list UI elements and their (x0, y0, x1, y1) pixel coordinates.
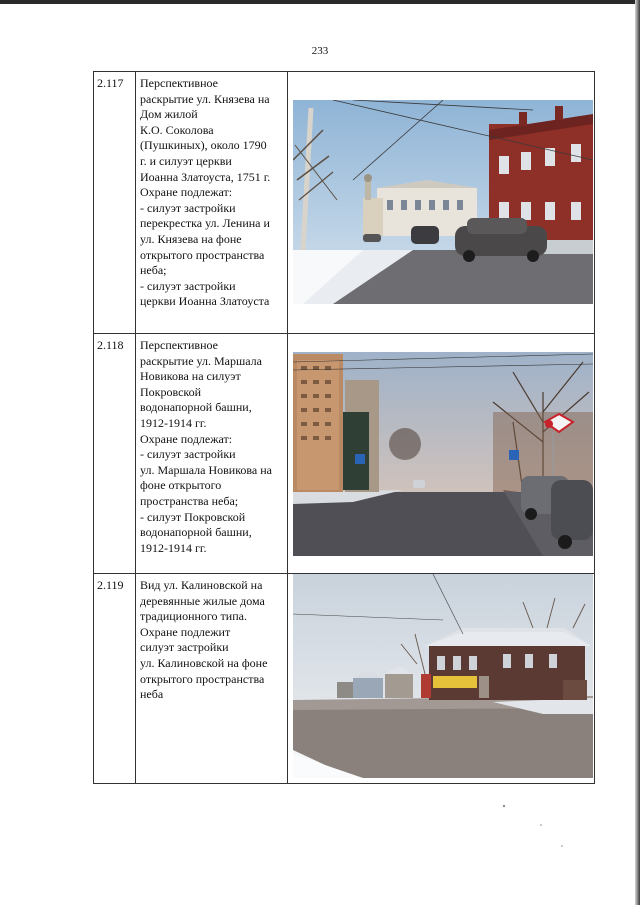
description-line: открытого пространства (140, 671, 265, 686)
description-line: Перспективное (140, 338, 218, 352)
description-line: ул. Маршала Новикова на (140, 462, 272, 477)
scan-edge-top (0, 0, 640, 4)
row-photo-cell (288, 72, 595, 334)
page-number: 233 (311, 45, 329, 57)
description-line: - силуэт застройки (140, 278, 236, 293)
row-description (136, 334, 288, 574)
description-line: раскрытие ул. Князева на (140, 91, 270, 106)
description-line: г. и силуэт церкви (140, 153, 232, 168)
description-line: пространства неба; (140, 493, 239, 508)
description-line: 1912-1914 гг. (140, 540, 207, 555)
table-row (94, 574, 595, 784)
description-line: Охране подлежит (140, 624, 231, 639)
description-line: Вид ул. Калиновской на (140, 578, 263, 592)
description-line: деревянные жилые дома (140, 593, 265, 608)
description-line: традиционного типа. (140, 609, 247, 624)
description-line: фоне открытого (140, 478, 222, 493)
table-row (94, 334, 595, 574)
description-line: силуэт застройки (140, 640, 229, 655)
description-line: Новикова на силуэт (140, 369, 241, 384)
description-line: водонапорной башни, (140, 400, 252, 415)
description-line: неба; (140, 263, 167, 278)
description-line: - силуэт застройки (140, 447, 236, 462)
description-line: ул. Князева на фоне (140, 231, 242, 246)
description-line: церкви Иоанна Златоуста (140, 294, 270, 309)
street-photo-marshala-novikova (293, 352, 593, 556)
description-line: Покровской (140, 384, 202, 399)
heritage-registry-table (93, 71, 595, 784)
row-number: 2.119 (94, 574, 136, 784)
description-line: (Пушкиных), около 1790 (140, 138, 267, 153)
row-number: 2.118 (94, 334, 136, 574)
description-line: водонапорной башни, (140, 525, 252, 540)
description-line: - силуэт застройки (140, 200, 236, 215)
row-number: 2.117 (94, 72, 136, 334)
table-row (94, 72, 595, 334)
description-line: Охране подлежат: (140, 185, 233, 200)
row-photo-cell (288, 574, 595, 784)
description-line: - силуэт Покровской (140, 509, 246, 524)
row-photo-cell (288, 334, 595, 574)
row-description (136, 574, 288, 784)
description-line: Охране подлежат: (140, 431, 233, 446)
description-line: Иоанна Златоуста, 1751 г. (140, 169, 271, 184)
street-photo-kalinovskaya (293, 574, 593, 778)
scan-edge-right (635, 0, 640, 905)
description-line: перекрестка ул. Ленина и (140, 216, 270, 231)
row-description (136, 72, 288, 334)
description-line: Дом жилой (140, 107, 198, 122)
description-line: неба (140, 687, 164, 702)
description-line: 1912-1914 гг. (140, 415, 207, 430)
description-line: К.О. Соколова (140, 122, 214, 137)
street-photo-knyazeva (293, 100, 593, 304)
description-line: ул. Калиновской на фоне (140, 655, 268, 670)
description-line: Перспективное (140, 76, 218, 90)
description-line: открытого пространства (140, 247, 265, 262)
description-line: раскрытие ул. Маршала (140, 353, 262, 368)
